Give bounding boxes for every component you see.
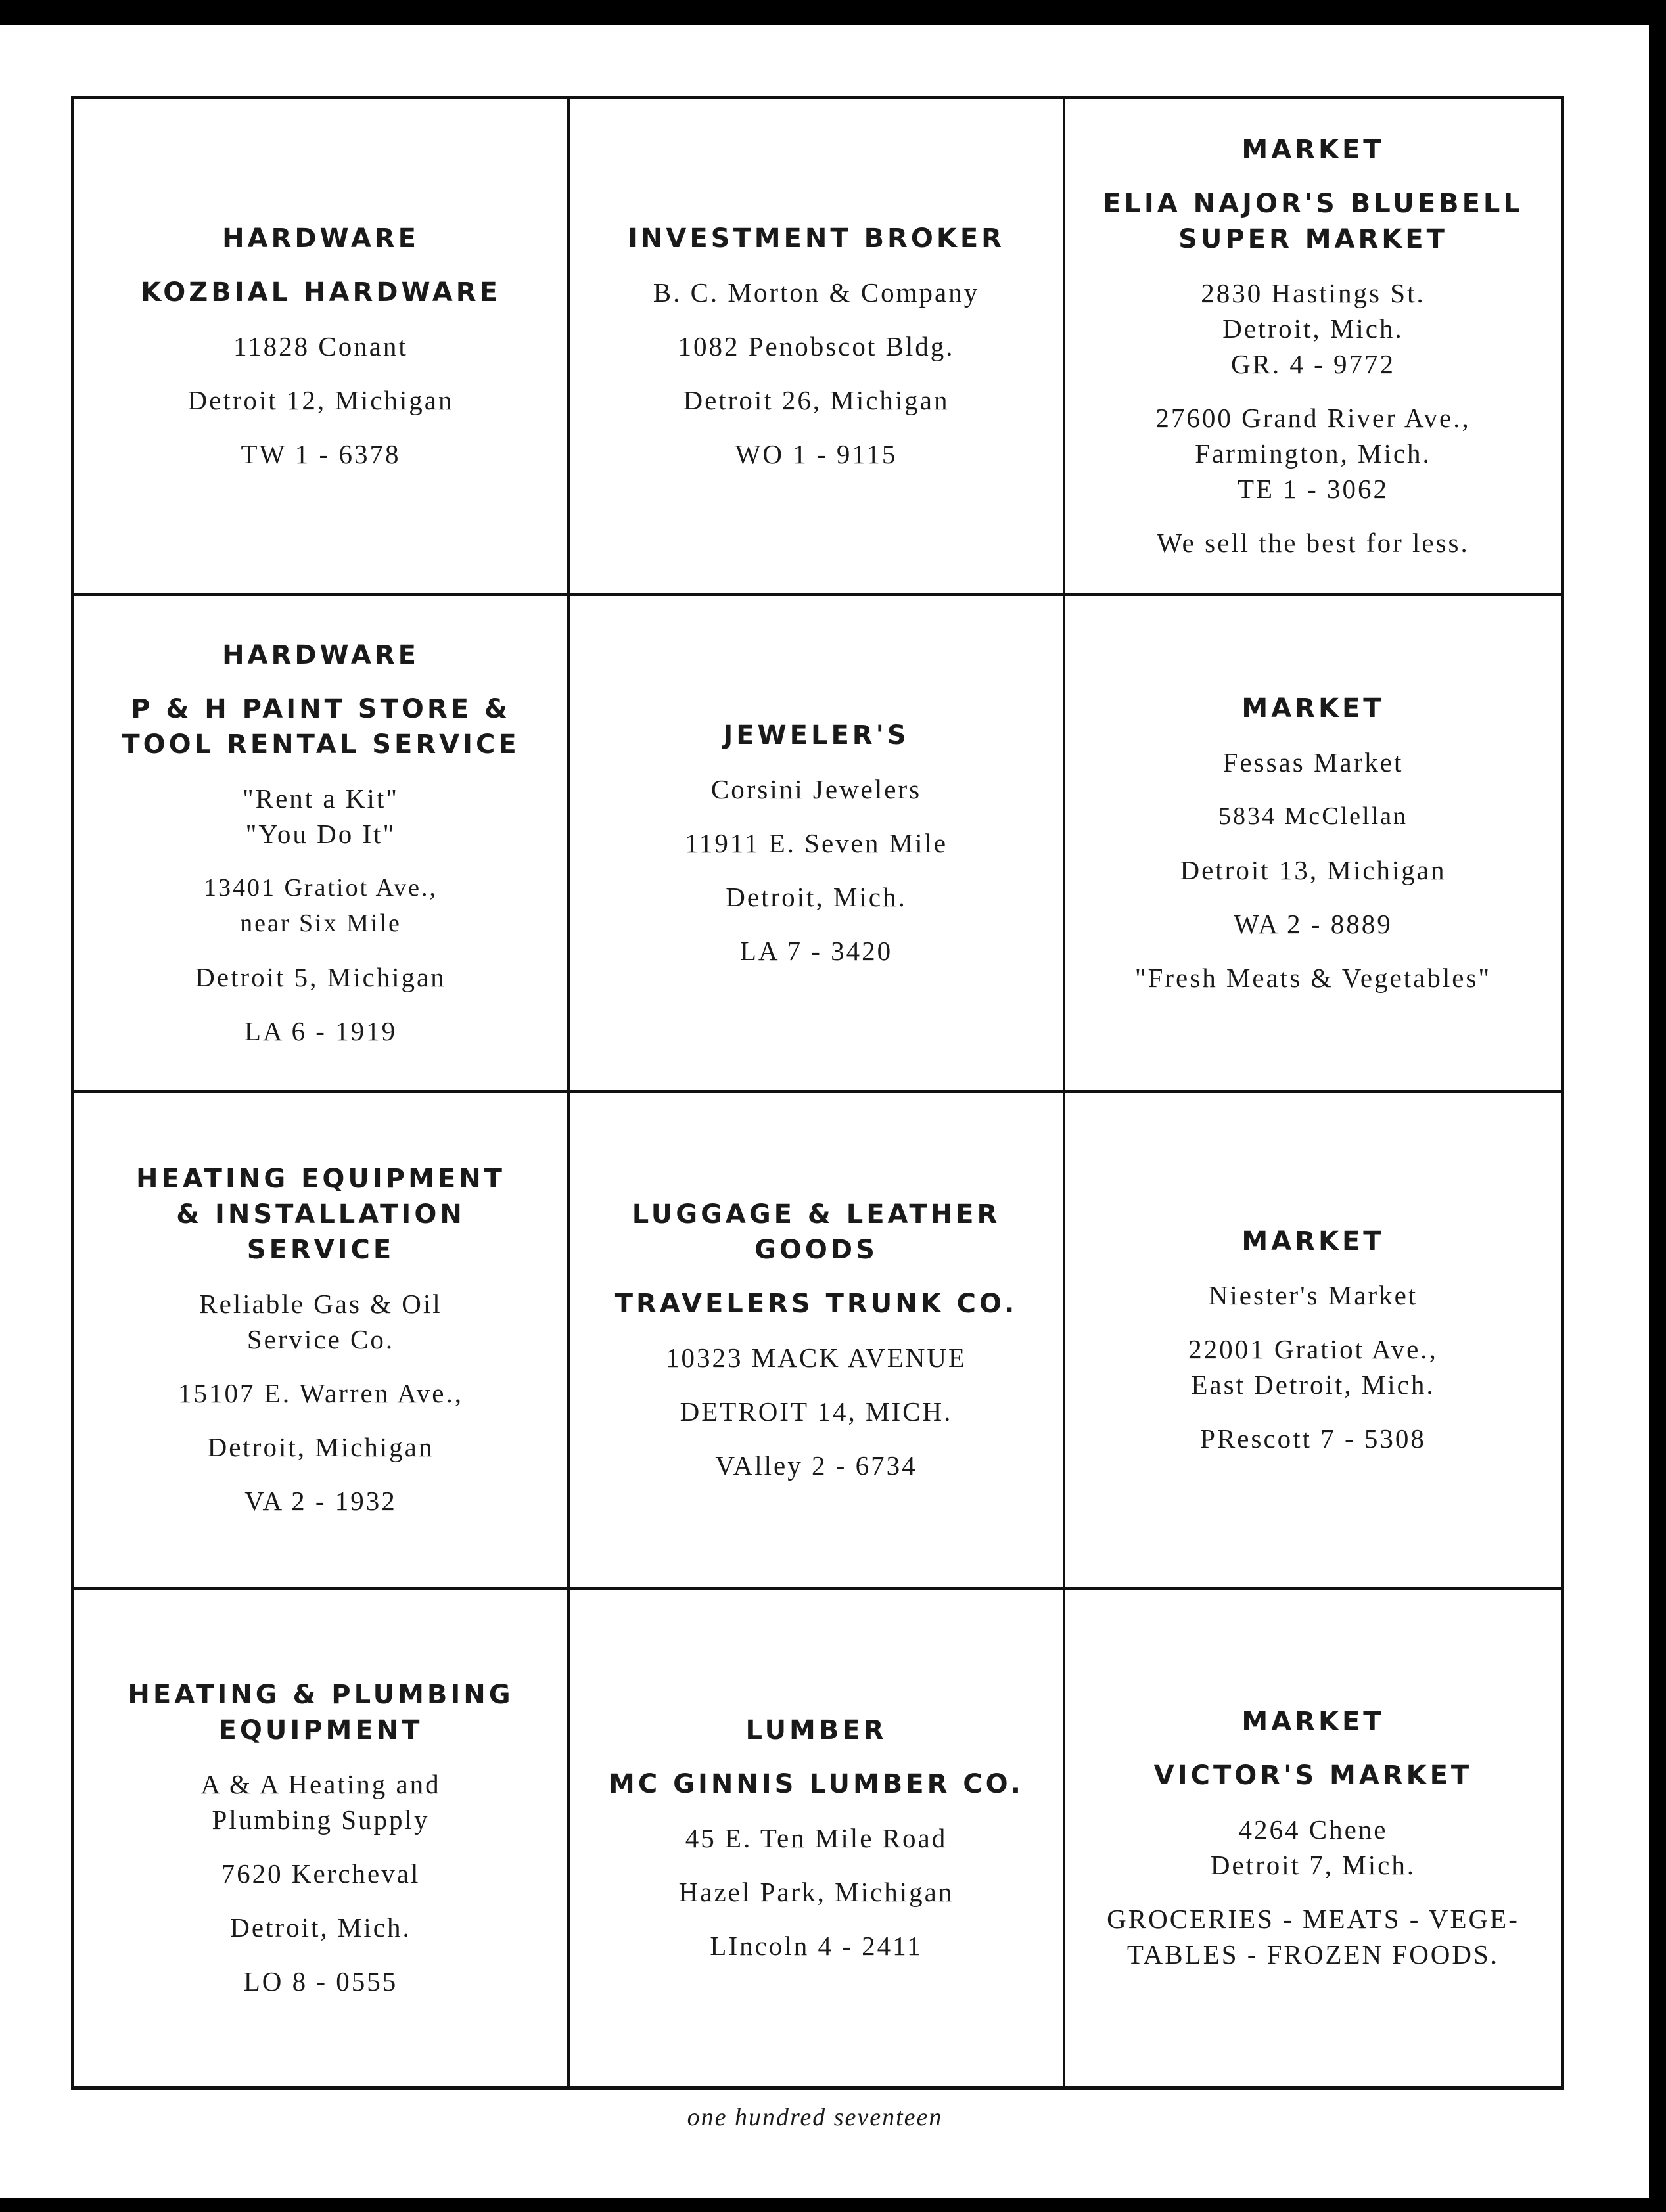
listing-cell bbox=[570, 596, 1065, 1093]
listing-detail-line: 11911 E. Seven Mile bbox=[684, 828, 948, 858]
listing-cell bbox=[1065, 1093, 1561, 1590]
listing-detail-line: 13401 Gratiot Ave., near Six Mile bbox=[203, 874, 438, 937]
listing-cell bbox=[570, 1590, 1065, 2086]
listing-detail-line: 2830 Hastings St. Detroit, Mich. GR. 4 - 9772 bbox=[1201, 278, 1425, 379]
listing-business-name: ELIA NAJOR'S BLUEBELL SUPER MARKET bbox=[1103, 189, 1523, 254]
listing-category: MARKET bbox=[1241, 693, 1385, 724]
listing-detail-line: VA 2 - 1932 bbox=[244, 1486, 397, 1516]
listing-business-name: P & H PAINT STORE & TOOL RENTAL SERVICE bbox=[122, 694, 520, 760]
listing-detail-line: We sell the best for less. bbox=[1157, 528, 1469, 558]
listing-detail-line: "Rent a Kit" "You Do It" bbox=[243, 783, 399, 849]
listing-detail-line: 22001 Gratiot Ave., East Detroit, Mich. bbox=[1188, 1334, 1438, 1400]
listing-detail-line: Detroit 5, Michigan bbox=[195, 962, 446, 992]
listing-detail-line: LO 8 - 0555 bbox=[243, 1966, 398, 1996]
listing-detail-line: LA 6 - 1919 bbox=[244, 1016, 398, 1046]
listing-cell bbox=[1065, 1590, 1561, 2086]
listing-detail-line: 15107 E. Warren Ave., bbox=[178, 1378, 463, 1408]
listing-detail-line: Detroit 12, Michigan bbox=[187, 385, 454, 415]
listing-detail-line: WA 2 - 8889 bbox=[1234, 909, 1393, 939]
listing-cell bbox=[74, 1590, 570, 2086]
listing-cell bbox=[1065, 99, 1561, 596]
listing-cell bbox=[1065, 596, 1561, 1093]
listing-detail-line: Detroit 26, Michigan bbox=[683, 385, 950, 415]
listing-detail-line: Corsini Jewelers bbox=[710, 774, 922, 804]
listing-detail-line: A & A Heating and Plumbing Supply bbox=[200, 1769, 441, 1835]
listing-detail-line: VAlley 2 - 6734 bbox=[715, 1450, 917, 1481]
listing-detail-line: 10323 MACK AVENUE bbox=[666, 1343, 967, 1373]
listing-detail-line: LIncoln 4 - 2411 bbox=[710, 1931, 923, 1961]
listing-detail-line: PRescott 7 - 5308 bbox=[1200, 1423, 1426, 1454]
page-number: one hundred seventeen bbox=[687, 2104, 943, 2131]
listing-detail-line: B. C. Morton & Company bbox=[653, 277, 980, 308]
listing-detail-line: Detroit 13, Michigan bbox=[1180, 855, 1446, 885]
listing-detail-line: WO 1 - 9115 bbox=[735, 439, 898, 469]
listing-category: LUMBER bbox=[745, 1715, 887, 1745]
scan-top-border bbox=[0, 0, 1666, 25]
listing-detail-line: Niester's Market bbox=[1208, 1280, 1418, 1310]
listing-detail-line: "Fresh Meats & Vegetables" bbox=[1134, 963, 1492, 993]
listing-detail-line: 27600 Grand River Ave., Farmington, Mich. TE 1 - 3062 bbox=[1155, 403, 1471, 504]
listing-detail-line: 5834 McClellan bbox=[1218, 802, 1408, 830]
listing-business-name: KOZBIAL HARDWARE bbox=[141, 277, 501, 308]
listing-category: INVESTMENT BROKER bbox=[628, 223, 1005, 254]
listing-category: HARDWARE bbox=[222, 640, 419, 670]
listing-category: JEWELER'S bbox=[723, 720, 910, 750]
listing-cell bbox=[74, 596, 570, 1093]
listing-category: HEATING & PLUMBING EQUIPMENT bbox=[127, 1680, 514, 1745]
scan-right-border bbox=[1649, 0, 1666, 2212]
listing-detail-line: GROCERIES - MEATS - VEGE- TABLES - FROZEN FOODS. bbox=[1107, 1904, 1519, 1970]
listing-business-name: VICTOR'S MARKET bbox=[1153, 1761, 1473, 1791]
listing-detail-line: Hazel Park, Michigan bbox=[678, 1877, 954, 1907]
listing-cell bbox=[570, 1093, 1065, 1590]
listing-detail-line: 7620 Kercheval bbox=[221, 1858, 421, 1889]
listing-detail-line: Detroit, Mich. bbox=[726, 882, 907, 912]
listing-cell bbox=[74, 1093, 570, 1590]
listing-detail-line: 45 E. Ten Mile Road bbox=[685, 1823, 948, 1853]
listing-detail-line: TW 1 - 6378 bbox=[241, 439, 401, 469]
listing-detail-line: 1082 Penobscot Bldg. bbox=[678, 331, 955, 361]
listing-cell bbox=[74, 99, 570, 596]
listing-category: MARKET bbox=[1241, 1707, 1385, 1737]
listing-cell bbox=[570, 99, 1065, 596]
listing-detail-line: 11828 Conant bbox=[233, 331, 408, 361]
listing-detail-line: Detroit, Mich. bbox=[230, 1912, 411, 1943]
listing-detail-line: Reliable Gas & Oil Service Co. bbox=[199, 1289, 442, 1354]
listing-grid bbox=[71, 96, 1564, 2090]
listing-detail-line: 4264 Chene Detroit 7, Mich. bbox=[1210, 1814, 1416, 1880]
listing-business-name: MC GINNIS LUMBER CO. bbox=[609, 1769, 1024, 1799]
listing-detail-line: LA 7 - 3420 bbox=[739, 936, 893, 966]
listing-category: HEATING EQUIPMENT & INSTALLATION SERVICE bbox=[136, 1164, 505, 1265]
scan-bottom-border bbox=[0, 2198, 1666, 2212]
listing-category: LUGGAGE & LEATHER GOODS bbox=[632, 1199, 1001, 1265]
listing-category: HARDWARE bbox=[222, 223, 419, 254]
listing-category: MARKET bbox=[1241, 135, 1385, 165]
listing-business-name: TRAVELERS TRUNK CO. bbox=[614, 1289, 1018, 1319]
listing-detail-line: Detroit, Michigan bbox=[207, 1432, 434, 1462]
listing-detail-line: Fessas Market bbox=[1222, 747, 1404, 777]
listing-category: MARKET bbox=[1241, 1226, 1385, 1256]
listing-detail-line: DETROIT 14, MICH. bbox=[680, 1396, 953, 1427]
